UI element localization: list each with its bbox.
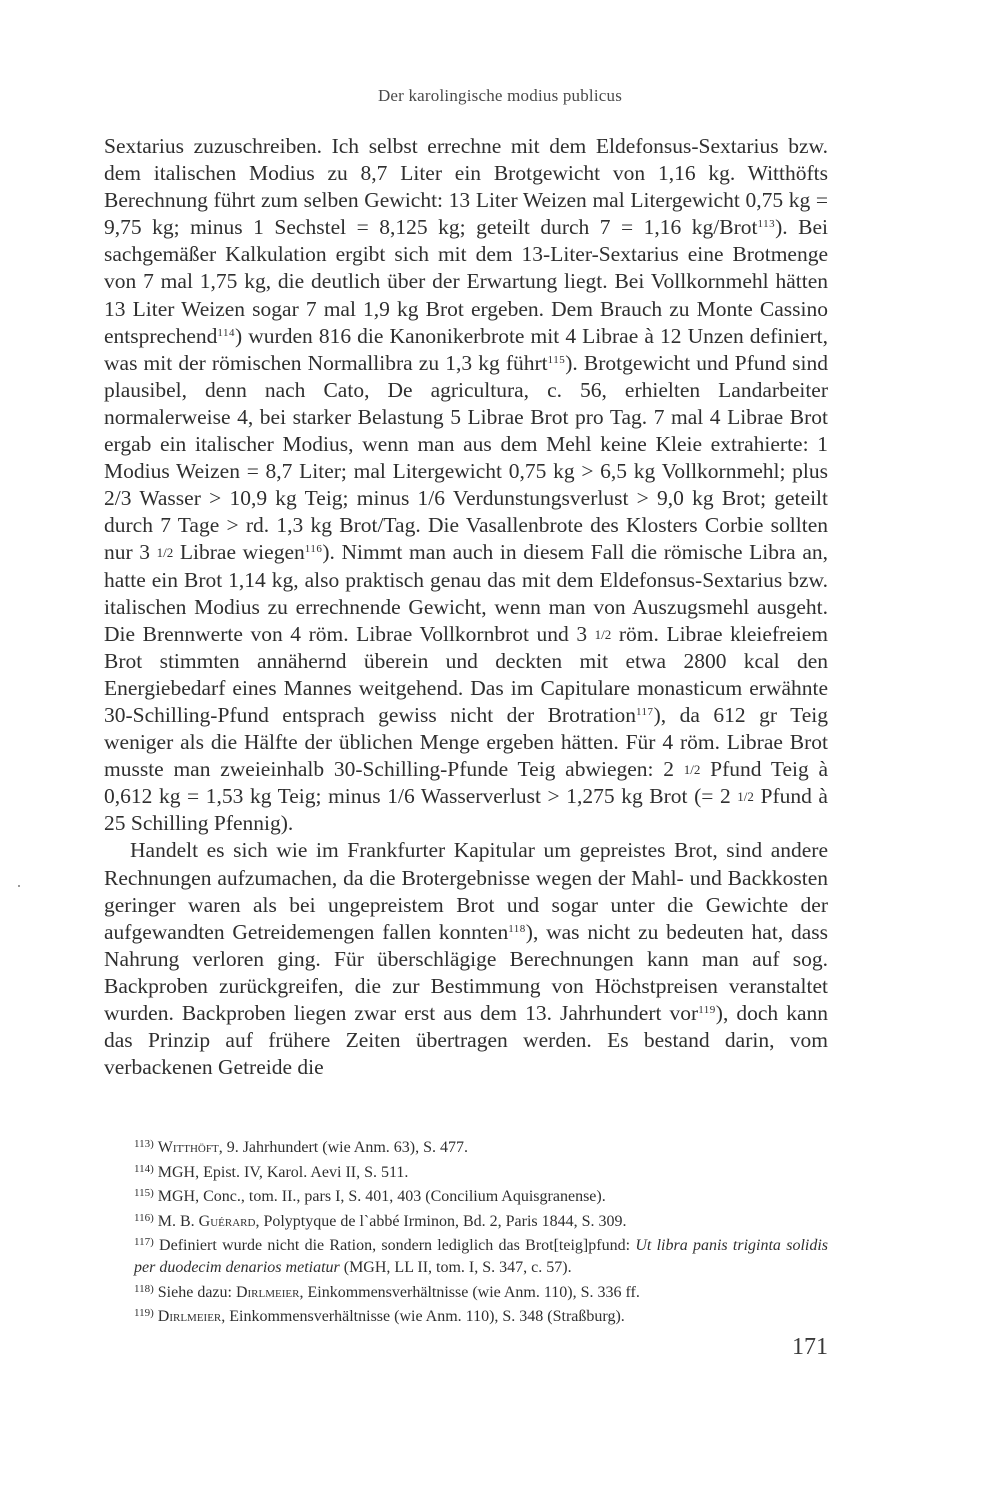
text-run: Handelt es sich wie im Frankfurter Kapitular um gepreistes Brot, sind andere Rechnungen aufzumachen, da die Brotergebnisse wegen der Mahl- und Backkosten geringer waren als bei ungepreistem Brot und sogar unter die Gewichte der aufgewandten Getreidemengen fallen konnten <box>104 838 828 944</box>
text-run: Librae wiegen <box>173 540 305 565</box>
footnote-number: 113 <box>134 1138 151 1150</box>
footnote-text: , Polyptyque de l`abbé Irminon, Bd. 2, Paris 1844, S. 309. <box>255 1212 627 1230</box>
fraction-half: 1/2 <box>737 789 754 805</box>
text-run: röm. Librae kleiefreiem Brot stimmten annähernd überein und deckten mit etwa 2800 kcal den Energiebedarf eines Mannes weitgehend. Das im Capitulare monasticum erwähnte 30-Schilling-Pfund entsprach gewiss nicht der Brotration <box>104 621 828 727</box>
footnote-author: Guérard <box>198 1212 256 1230</box>
footnote-text: MGH, Conc., tom. II., pars I, S. 401, 403 (Concilium Aquisgranense). <box>157 1188 606 1206</box>
footnote-text: , 9. Jahrhundert (wie Anm. 63), S. 477. <box>218 1139 469 1156</box>
fraction-half: 1/2 <box>156 545 174 561</box>
text-run: Pfund Teig à 0,612 kg = 1,53 kg Teig; minus 1/6 Wasserverlust > 1,275 kg Brot (= 2 <box>104 757 829 809</box>
footnote-author: Witthöft <box>157 1139 219 1156</box>
text-run: ), doch kann das Prinzip auf frühere Zeiten übertragen werden. Es bestand darin, vom verbackenen Getreide die <box>104 1001 828 1080</box>
fraction-half: 1/2 <box>683 762 701 778</box>
footnote-114: $^{114)}$ MGH, Epist. IV, Karol. Aevi II, S. 511. <box>134 1162 409 1181</box>
body-text <box>104 133 828 1081</box>
footnote-ref-114[interactable]: 114 <box>217 326 236 339</box>
text-run: ). Nimmt man auch in diesem Fall die römische Libra an, hatte ein Brot 1,14 kg, also praktisch genau das mit dem Eldefonsus-Sextarius bzw. italischen Modius zu errechnende Gewicht, wenn man von Auszugsmehl ausgeht. Die Brennwerte von 4 röm. Librae Vollkornbrot und 3 <box>104 540 828 646</box>
footnote-latin-quote: Ut libra panis triginta solidis per duodecim denarios metiatur <box>134 1237 829 1276</box>
page-number: 171 <box>792 1334 828 1360</box>
text-run: ), was nicht zu bedeuten hat, dass Nahrung verloren ging. Für überschlägige Berechnungen kann man auf sog. Backproben zurückgreifen, die zur Bestimmung von Höchstpreisen veranstaltet wurden. Backproben liegen zwar erst aus dem 13. Jahrhundert vor <box>104 919 828 1025</box>
footnote-number: 117 <box>134 1236 151 1249</box>
text-run: ). Brotgewicht und Pfund sind plausibel, denn nach Cato, De agricultura, c. 56, erhielten Landarbeiter normalerweise 4, bei starker Belastung 5 Librae Brot pro Tag. 7 mal 4 Librae Brot ergab ein italischer Modius, wenn man aus dem Mehl keine Kleie extrahierte: 1 Modius Weizen = 8,7 Liter; mal Litergewicht 0,75 kg > 6,5 kg Vollkornmehl; plus 2/3 Wasser > 10,9 kg Teig; minus 1/6 Verdunstungsverlust > 9,0 kg Brot; geteilt durch 7 Tage > rd. 1,3 kg Brot/Tag. Die Vasallenbrote des Klosters Corbie sollten nur 3 <box>104 350 828 565</box>
text-run: ). Bei sachgemäßer Kalkulation ergibt sich mit dem 13-Liter-Sextarius eine Brotmenge von 7 mal 1,75 kg, die deutlich über der Erwartung liegt. Bei Vollkornmehl hätten 13 Liter Weizen sogar 7 mal 1,9 kg Brot ergeben. Dem Brauch zu Monte Cassino entsprechend <box>104 215 828 348</box>
footnote-author: Dirlmeier <box>157 1308 222 1326</box>
footnote-number: 115 <box>134 1187 151 1200</box>
footnote-ref-113[interactable]: 113 <box>757 218 776 231</box>
footnote-author: Dirlmeier <box>235 1283 300 1301</box>
text-run: Sextarius zuzuschreiben. Ich selbst errechne mit dem Eldefonsus-Sextarius bzw. dem italischen Modius zu 8,7 Liter ein Brotgewicht von 1,16 kg. Witthöfts Berechnung führt zum selben Gewicht: 13 Liter Weizen mal Litergewicht 0,75 kg = 9,75 kg; minus 1 Sechstel = 8,125 kg; geteilt durch 7 = 1,16 kg/Brot <box>104 134 828 240</box>
footnote-number: 118 <box>134 1282 151 1295</box>
footnote-ref-117[interactable]: 117 <box>635 705 654 718</box>
footnote-text: (MGH, LL II, tom. I, S. 347, c. 57). <box>339 1258 572 1276</box>
text-run: Pfund à 25 Schilling Pfennig). <box>104 784 828 836</box>
running-header: Der karolingische modius publicus <box>377 86 623 105</box>
footnote-text: MGH, Epist. IV, Karol. Aevi II, S. 511. <box>157 1163 409 1181</box>
footnote-ref-116[interactable]: 116 <box>304 543 323 556</box>
footnote-119: $^{119)}$ Dirlmeier, Einkommensverhältnisse (wie Anm. 110), S. 348 (Straßburg). <box>134 1307 625 1326</box>
fraction-half: 1/2 <box>594 626 612 642</box>
footnote-number: 116 <box>134 1211 151 1224</box>
footnote-ref-118[interactable]: 118 <box>508 922 526 935</box>
footnote-text: , Einkommensverhältnisse (wie Anm. 110), S. 336 ff. <box>299 1283 640 1301</box>
footnote-text: M. B. <box>157 1212 199 1230</box>
text-run: ), da 612 gr Teig weniger als die Hälfte der üblichen Menge ergeben hätten. Für 4 röm. Librae Brot musste man zweieinhalb 30-Schilling-Pfunde Teig abwiegen: 2 <box>104 702 828 782</box>
paragraph-1 <box>104 133 828 837</box>
footnote-115: $^{115)}$ MGH, Conc., tom. II., pars I, S. 401, 403 (Concilium Aquisgranense). <box>134 1187 606 1206</box>
paragraph-2 <box>104 837 828 1081</box>
scan-speck <box>18 885 20 887</box>
footnote-number: 114 <box>134 1162 151 1175</box>
footnote-ref-115[interactable]: 115 <box>547 353 566 366</box>
footnote-118: $^{118)}$ Siehe dazu: Dirlmeier, Einkommensverhältnisse (wie Anm. 110), S. 336 ff. <box>134 1282 640 1301</box>
footnotes <box>104 1134 828 1328</box>
footnote-text: Definiert wurde nicht die Ration, sondern lediglich das Brot[teig]pfund: <box>159 1237 636 1255</box>
footnote-ref-119[interactable]: 119 <box>698 1004 716 1016</box>
footnote-117: $^{117)}$ Definiert wurde nicht die Ration, sondern lediglich das Brot[teig]pfund: Ut libra panis triginta solidis per duodecim denarios metiatur (MGH, LL II, tom. I, S. 347, c. 57). <box>134 1236 829 1276</box>
footnote-number: 119 <box>134 1307 151 1320</box>
footnote-113: $^{113)}$ Witthöft, 9. Jahrhundert (wie Anm. 63), S. 477. <box>134 1138 469 1156</box>
footnote-text: , Einkommensverhältnisse (wie Anm. 110), S. 348 (Straßburg). <box>221 1308 625 1326</box>
footnote-116: $^{116)}$ M. B. Guérard, Polyptyque de l`abbé Irminon, Bd. 2, Paris 1844, S. 309. <box>134 1211 627 1230</box>
footnote-text: Siehe dazu: <box>157 1283 236 1301</box>
text-run: ) wurden 816 die Kanonikerbrote mit 4 Librae à 12 Unzen definiert, was mit der römischen Normallibra zu 1,3 kg führt <box>104 323 828 375</box>
